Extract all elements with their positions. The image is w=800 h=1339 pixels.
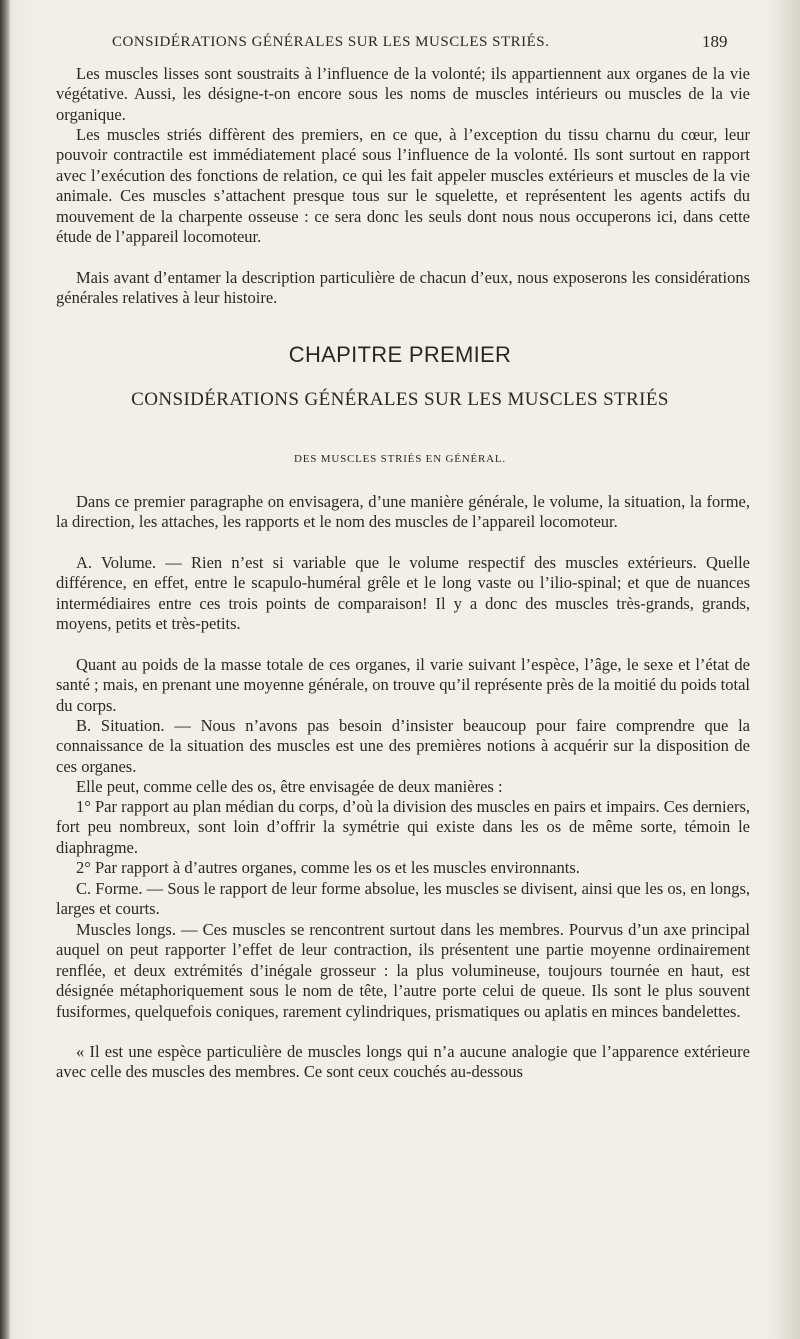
chapter-title: CHAPITRE PREMIER — [288, 342, 512, 367]
running-head: CONSIDÉRATIONS GÉNÉRALES SUR LES MUSCLES STRIÉS. — [112, 34, 550, 50]
intro-text-1: Les muscles lisses sont soustraits à l’influence de la volonté; ils appartiennent aux organes de la vie végétative. Aussi, les désigne-t-on encore sous les noms de muscles intérieurs ou muscles de la vie organique. — [56, 64, 750, 124]
intro-paragraph-3 — [56, 268, 750, 309]
body-paragraph-form — [56, 879, 750, 920]
page-number: 189 — [702, 32, 728, 51]
body-text-weight: Quant au poids de la masse totale de ces organes, il varie suivant l’espèce, l’âge, le sexe et l’état de santé ; mais, en prenant une moyenne générale, on trouve qu’il représente près de la moitié du poids total du corps. — [56, 655, 750, 715]
body-paragraph-weight — [56, 655, 750, 716]
intro-text-3: Mais avant d’entamer la description particulière de chacun d’eux, nous exposerons les considérations générales relatives à leur histoire. — [56, 268, 750, 308]
body-paragraph-situation — [56, 716, 750, 777]
body-text-organs: 2° Par rapport à d’autres organes, comme les os et les muscles environnants. — [76, 858, 580, 877]
section-heading: DES MUSCLES STRIÉS EN GÉNÉRAL. — [294, 453, 506, 465]
body-paragraph-1 — [56, 492, 750, 533]
body-paragraph-organs — [56, 858, 750, 878]
binding-gutter — [0, 0, 10, 1339]
intro-paragraph-1 — [56, 64, 750, 125]
body-text-long-muscles: Muscles longs. — Ces muscles se rencontrent surtout dans les membres. Pourvus d’un axe principal auquel on peut rapporter l’effet de leur contraction, ils présentent une partie moyenne ordinairement renflée, et deux extrémités d’inégale grosseur : la plus volumineuse, toujours tournée en haut, est désignée métaphoriquement sous le nom de tête, l’autre porte celui de queue. Ils sont le plus souvent fusiformes, quelquefois coniques, rarement cylindriques, prismatiques ou aplatis en minces bandelettes. — [56, 920, 750, 1021]
body-text-median: 1° Par rapport au plan médian du corps, d’où la division des muscles en pairs et impairs. Ces derniers, fort peu nombreux, sont loin d’offrir la symétrie qui existe dans les os de même sorte, témoin le diaphragme. — [56, 797, 750, 857]
body-paragraph-median — [56, 797, 750, 858]
intro-text-2: Les muscles striés diffèrent des premiers, en ce que, à l’exception du tissu charnu du cœur, leur pouvoir contractile est immédiatement placé sous l’influence de la volonté. Ils sont surtout en rapport avec l’exécution des fonctions de relation, ce qui les fait appeler muscles extérieurs et muscles de la vie animale. Ces muscles s’attachent presque tous sur le squelette, et représentent les agents actifs du mouvement de la charpente osseuse : ce sera donc les seuls dont nous nous occuperons ici, dans cette étude de l’appareil locomoteur. — [56, 125, 750, 247]
chapter-subtitle: CONSIDÉRATIONS GÉNÉRALES SUR LES MUSCLES STRIÉS — [131, 389, 669, 410]
body-text-quote: « Il est une espèce particulière de muscles longs qui n’a aucune analogie que l’apparence extérieure avec celle des muscles des membres. Ce sont ceux couchés au-dessous — [56, 1042, 750, 1082]
body-text-volume: A. Volume. — Rien n’est si variable que le volume respectif des muscles extérieurs. Quelle différence, en effet, entre le scapulo-huméral grêle et le long vaste ou l’ilio-spinal; et que de nuances intermédiaires entre ces trois points de comparaison! Il y a donc des muscles très-grands, grands, moyens, petits et très-petits. — [56, 553, 750, 634]
page-edge — [772, 0, 800, 1339]
body-text-situation: B. Situation. — Nous n’avons pas besoin d’insister beaucoup pour faire comprendre que la connaissance de la situation des muscles est une des premières notions à acquérir sur la disposition de ces organes. — [56, 716, 750, 776]
body-paragraph-long-muscles — [56, 920, 750, 1022]
body-paragraph-quote — [56, 1042, 750, 1083]
body-paragraph-manners — [56, 777, 750, 797]
body-text-1: Dans ce premier paragraphe on envisagera, d’une manière générale, le volume, la situation, la forme, la direction, les attaches, les rapports et le nom des muscles de l’appareil locomoteur. — [56, 492, 750, 532]
intro-paragraph-2 — [56, 125, 750, 247]
body-text-manners: Elle peut, comme celle des os, être envisagée de deux manières : — [76, 777, 503, 796]
body-text-form: C. Forme. — Sous le rapport de leur forme absolue, les muscles se divisent, ainsi que les os, en longs, larges et courts. — [56, 879, 750, 919]
body-paragraph-volume — [56, 553, 750, 635]
